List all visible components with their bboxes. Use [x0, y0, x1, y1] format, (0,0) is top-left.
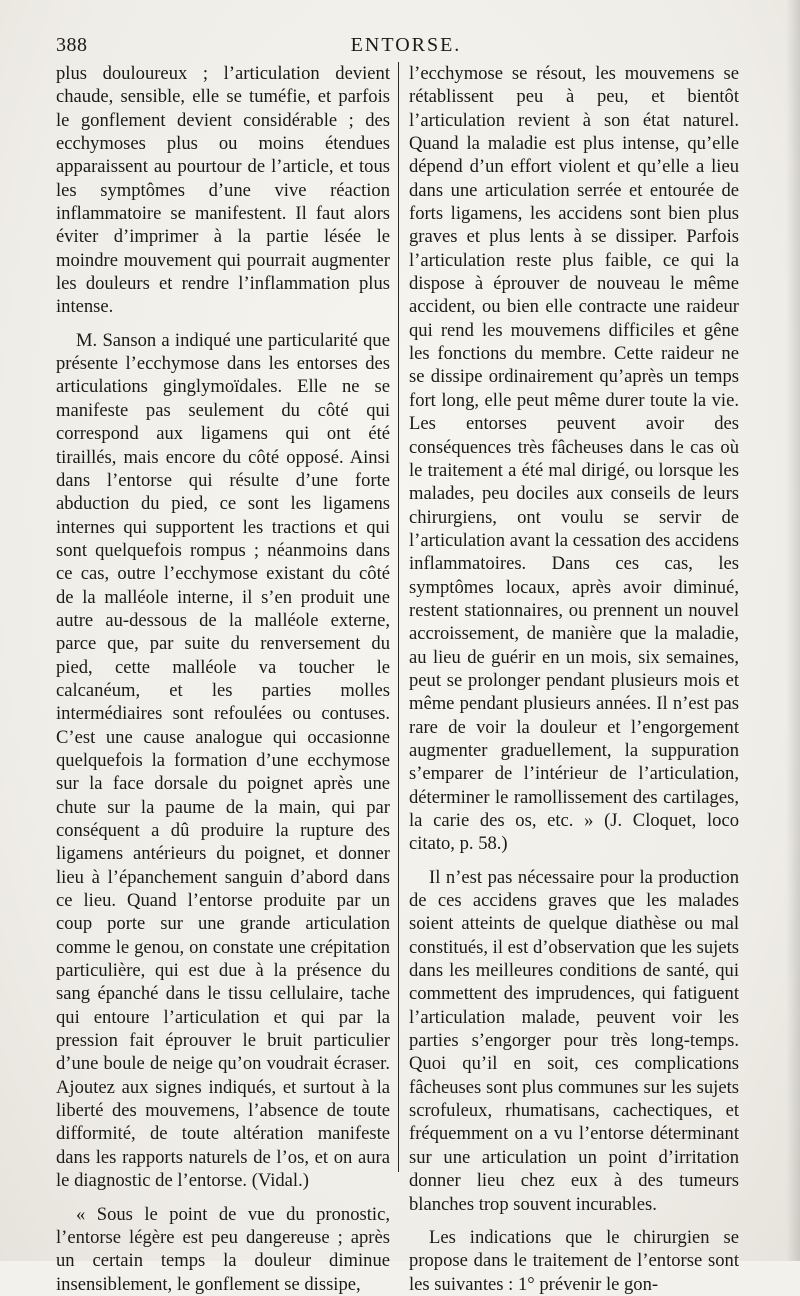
paragraph: l’ecchymose se résout, les mouvemens se rétablissent peu à peu, et bientôt l’articulation revient à son état naturel. Quand la maladie est plus intense, qu’elle dépend d’un effort violent et qu’elle a lieu dans une articulation serrée et entourée de forts ligamens, les accidens sont bien plus graves et plus lents à se dissiper. Parfois l’articulation reste plus faible, ce qui la dispose à éprouver de nouveau le même accident, ou bien elle contracte une raideur qui rend les mouvemens difficiles et gêne les fonctions du membre. Cette raideur ne se dissipe ordinairement qu’après un temps fort long, elle peut même durer toute la vie. Les entorses peuvent avoir des conséquences très fâcheuses dans le cas où le traitement a été mal dirigé, ou lorsque les malades, peu dociles aux conseils de leurs chirurgiens, ont voulu se servir de l’articulation avant la cessation des accidens inflammatoires. Dans ces cas, les symptômes locaux, après avoir diminué, restent stationnaires, ou prennent un nouvel accroissement, de manière que la maladie, au lieu de guérir en un mois, six semaines, peut se prolonger pendant plusieurs mois et même pendant plusieurs années. Il n’est pas rare de voir la douleur et l’engorgement augmenter graduellement, la suppuration s’emparer de l’intérieur de l’articulation, déterminer le ramollissement des cartilages, la carie des os, etc. » (J. Cloquet, loco citato, p. 58.): [409, 63, 739, 855]
page-edge-shadow: [786, 0, 800, 1261]
paragraph: « Sous le point de vue du pronostic, l’entorse légère est peu dangereuse ; après un certain temps la douleur diminue insensiblement, le gonflement se dissipe,: [56, 1203, 390, 1295]
paragraph: Il n’est pas nécessaire pour la production de ces accidens graves que les malades soient atteints de quelque diathèse ou mal constitués, il est d’observation que les sujets dans les meilleures conditions de santé, qui commettent des imprudences, qui fatiguent l’articulation malade, peuvent voir les parties s’engorger pour très long-temps. Quoi qu’il en soit, ces complications fâcheuses sont plus communes sur les sujets scrofuleux, rhumatisans, cachectiques, et fréquemment on a vu l’entorse déterminant sur une articulation un point d’irritation donner lieu chez eux à des tumeurs blanches trop souvent incurables.: [409, 866, 739, 1215]
running-title: ENTORSE.: [350, 34, 462, 56]
page-number: 388: [56, 34, 88, 56]
right-text-column: [409, 62, 739, 1296]
left-text-column: [56, 62, 390, 1296]
paragraph: plus douloureux ; l’articulation devient chaude, sensible, elle se tuméfie, et parfois le gonflement devient considérable ; des ecchymoses plus ou moins étendues apparaissent au pourtour de l’article, et tous les symptômes d’une vive réaction inflammatoire se manifestent. Il faut alors éviter d’imprimer à la partie lésée le moindre mouvement qui pourrait augmenter les douleurs et rendre l’inflammation plus intense.: [56, 63, 390, 318]
paragraph: M. Sanson a indiqué une particularité que présente l’ecchymose dans les entorses des articulations ginglymoïdales. Elle ne se manifeste pas seulement du côté qui correspond aux ligamens qui ont été tiraillés, mais encore du côté opposé. Ainsi dans l’entorse qui résulte d’une forte abduction du pied, ce sont les ligamens internes qui supportent les tractions et qui sont quelquefois rompus ; néanmoins dans ce cas, outre l’ecchymose existant du côté de la malléole interne, il s’en produit une autre au-dessous de la malléole externe, parce que, par suite du renversement du pied, cette malléole va toucher le calcanéum, et les parties molles intermédiaires sont refoulées ou contuses. C’est une cause analogue qui occasionne quelquefois la formation d’une ecchymose sur la face dorsale du poignet après une chute sur la paume de la main, qui par conséquent a dû produire la rupture des ligamens antérieurs du poignet, et donner lieu à l’épanchement sanguin d’abord dans ce lieu. Quand l’entorse produite par un coup porte sur une grande articulation comme le genou, on constate une crépitation particulière, qui est due à la présence du sang épanché dans le tissu cellulaire, tache qui entoure l’articulation et qui par la pression fait éprouver le bruit particulier d’une boule de neige qu’on voudrait écraser. Ajoutez aux signes indiqués, et surtout à la liberté des mouvemens, l’absence de toute difformité, de toute altération manifeste dans les rapports naturels de l’os, et on aura le diagnostic de l’entorse. (Vidal.): [56, 329, 390, 1192]
page-header: [56, 34, 756, 58]
column-divider: [398, 62, 399, 1172]
paragraph: Les indications que le chirurgien se propose dans le traitement de l’entorse sont les suivantes : 1° prévenir le gon-: [409, 1226, 739, 1295]
